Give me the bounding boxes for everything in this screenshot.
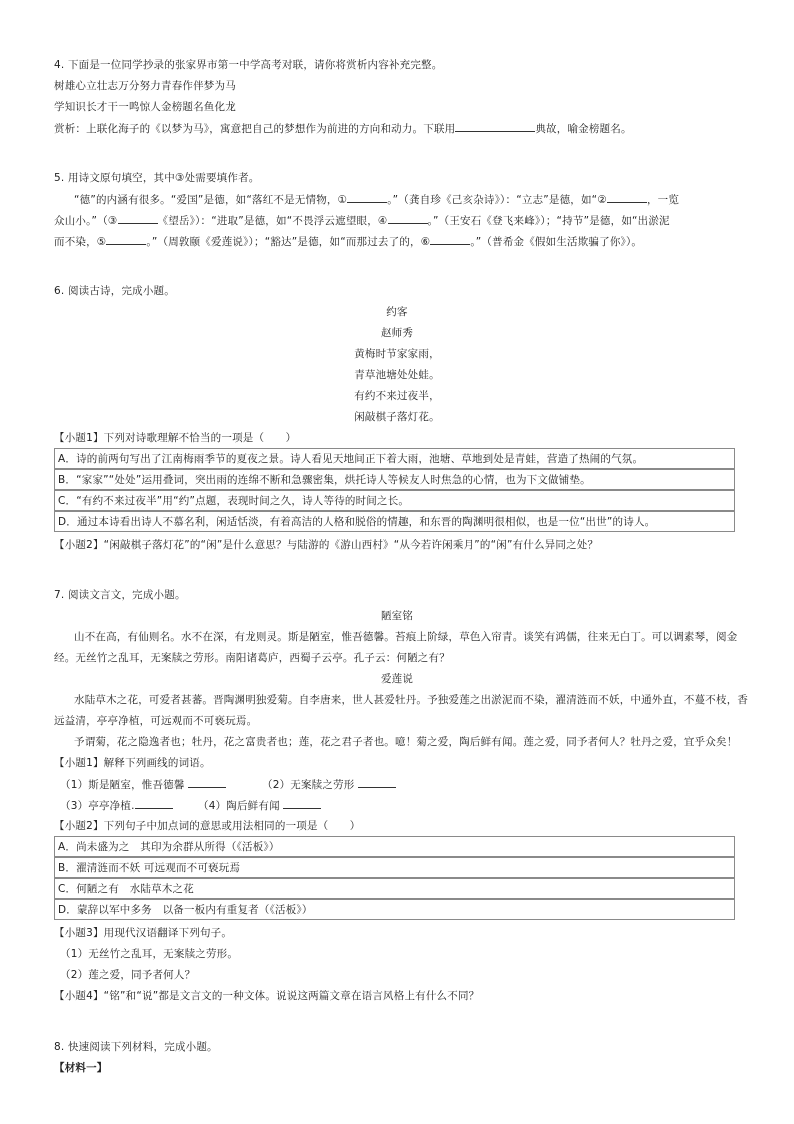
q5-text: 。”（周敦颐《爱莲说》）；“豁达”是德，如“而那过去了的，⑥: [146, 236, 431, 248]
q7-sub4: 【小题4】“铭”和“说”都是文言文的一种文体。说说这两篇文章在语言风格上有什么不同？: [54, 990, 480, 1002]
q4-answer-blank[interactable]: [455, 121, 535, 132]
q5-text: ，一览: [646, 194, 680, 206]
q7-sub2: 【小题2】下列句子中加点词的意思或用法相同的一项是（ ）: [54, 820, 361, 832]
q6-option-d[interactable]: [54, 511, 735, 532]
option-text: A．诗的前两句写出了江南梅雨季节的夏夜之景。诗人看见天地间正下着大雨，池塘、草地到处是青蛙，营造了热闹的气氛。: [58, 453, 644, 465]
q5-blank-6[interactable]: [430, 234, 470, 245]
q7-prompt: 7. 阅读文言文，完成小题。: [54, 589, 186, 601]
q6-poem-line: 闲敲棋子落灯花。: [354, 411, 440, 423]
q4-appreciation-before: 赏析：上联化海子的《以梦为马》，寓意把自己的梦想作为前进的方向和动力。下联用: [54, 123, 456, 135]
q6-sub1: 【小题1】下列对诗歌理解不恰当的一项是（ ）: [54, 432, 297, 444]
q6-poem-line: 黄梅时节家家雨，: [354, 348, 440, 360]
q7-option-a[interactable]: [54, 836, 735, 857]
option-text: B．濯清涟而不妖 可远观而不可亵玩焉: [58, 862, 241, 874]
option-text: D．通过本诗看出诗人不慕名利，闲适恬淡，有着高洁的人格和脱俗的情趣，和东晋的陶渊明很相似，也是一位“出世”的诗人。: [58, 516, 656, 528]
q6-option-a[interactable]: [54, 448, 735, 469]
q8-material-label: 【材料一】: [54, 1062, 108, 1074]
q5-text: 《望岳》）：“进取”是德，如“不畏浮云遮望眼，④: [157, 215, 388, 227]
q7-p3-line1: 予谓菊，花之隐逸者也；牡丹，花之富贵者也；莲，花之君子者也。噫！菊之爱，陶后鲜有闻。莲之爱，同予者何人？牡丹之爱，宜乎众矣！: [74, 736, 738, 748]
q7-p2-line1: 水陆草木之花，可爱者甚蕃。晋陶渊明独爱菊。自李唐来，世人甚爱牡丹。予独爱莲之出淤泥而不染，濯清涟而不妖，中通外直，不蔓不枝，香: [74, 694, 749, 706]
q7-word-1: [60, 777, 226, 792]
q5-line2: [54, 213, 670, 228]
q6-poem-line: 青草池塘处处蛙。: [354, 369, 440, 381]
q5-blank-5[interactable]: [106, 234, 146, 245]
q4-couplet-line2: 学知识长才干一鸣惊人金榜题名鱼化龙: [54, 101, 236, 113]
q8-prompt: 8. 快速阅读下列材料，完成小题。: [54, 1041, 218, 1053]
option-text: A．尚未盛为之 其印为余群从所得（《活板》）: [58, 841, 280, 853]
word-text: （2）无案牍之劳形: [262, 779, 355, 791]
word-text: （1）斯是陋室，惟吾德馨: [60, 779, 185, 791]
q4-appreciation-after: 典故，喻金榜题名。: [535, 123, 632, 135]
q4-prompt: 4. 下面是一位同学抄录的张家界市第一中学高考对联，请你将赏析内容补充完整。: [54, 59, 443, 71]
word-text: （4）陶后鲜有闻: [198, 800, 280, 812]
q7-translate-1: （1）无丝竹之乱耳，无案牍之劳形。: [60, 948, 239, 960]
q4-appreciation: [54, 121, 632, 136]
q7-word-2: [262, 777, 396, 792]
option-text: C．“有约不来过夜半”用“约”点题，表现时间之久，诗人等待的时间之长。: [58, 495, 410, 507]
q6-sub2: 【小题2】“闲敲棋子落灯花”的“闲”是什么意思？与陆游的《游山西村》“从今若许闲乘月”的“闲”有什么异同之处？: [54, 539, 599, 551]
q5-text: 而不染，⑤: [54, 236, 107, 248]
q7-title2: 爱莲说: [380, 673, 414, 685]
q4-couplet-line1: 树雄心立壮志万分努力青春作伴梦为马: [54, 80, 236, 92]
q7-sub3: 【小题3】用现代汉语翻译下列句子。: [54, 927, 233, 939]
q7-blank-1[interactable]: [188, 777, 226, 788]
q5-blank-1[interactable]: [347, 192, 387, 203]
q7-option-d[interactable]: [54, 899, 735, 920]
word-text: （3）亭亭净植.: [60, 800, 135, 812]
q6-prompt: 6. 阅读古诗，完成小题。: [54, 285, 175, 297]
q6-option-c[interactable]: [54, 490, 735, 511]
q6-poem-line: 有约不来过夜半，: [354, 390, 440, 402]
q5-blank-3[interactable]: [118, 213, 158, 224]
q7-sub1: 【小题1】解释下列画线的词语。: [54, 757, 211, 769]
option-text: D．蒙辞以军中多务 以备一板内有重复者（《活板》）: [58, 904, 313, 916]
q5-line1: [74, 192, 679, 207]
q7-blank-4[interactable]: [283, 798, 321, 809]
option-text: B．“家家”“处处”运用叠词，突出雨的连绵不断和急骤密集，烘托诗人等候友人时焦急的心情，也为下文做铺垫。: [58, 474, 591, 486]
q7-p2-line2: 远益清，亭亭净植，可远观而不可亵玩焉。: [54, 715, 258, 727]
q7-word-3: [60, 798, 173, 813]
q5-text: 众山小。”（③: [54, 215, 118, 227]
q7-option-b[interactable]: [54, 857, 735, 878]
q5-text: 。”（龚自珍《己亥杂诗》）：“立志”是德，如“②: [387, 194, 607, 206]
q7-word-4: [198, 798, 321, 813]
q5-prompt: 5. 用诗文原句填空，其中③处需要填作者。: [54, 172, 260, 184]
option-text: C．何陋之有 水陆草木之花: [58, 883, 194, 895]
q7-blank-2[interactable]: [358, 777, 396, 788]
q5-text: 。”（王安石《登飞来峰》）；“持节”是德，如“出淤泥: [427, 215, 670, 227]
q7-translate-2: （2）莲之爱，同予者何人？: [60, 969, 196, 981]
q6-option-b[interactable]: [54, 469, 735, 490]
q5-line3: [54, 234, 642, 249]
q6-poem-author: 赵师秀: [380, 327, 414, 339]
q7-p1-line1: 山不在高，有仙则名。水不在深，有龙则灵。斯是陋室，惟吾德馨。苔痕上阶绿，草色入帘青。谈笑有鸿儒，往来无白丁。可以调素琴，阅金: [74, 631, 738, 643]
q5-blank-2[interactable]: [607, 192, 647, 203]
q5-text: “德”的内涵有很多。“爱国”是德，如“落红不是无情物，①: [74, 194, 348, 206]
q5-text: 。”（普希金《假如生活欺骗了你》）。: [470, 236, 643, 248]
q7-title1: 陋室铭: [380, 610, 414, 622]
q7-blank-3[interactable]: [135, 798, 173, 809]
q7-p1-line2: 经。无丝竹之乱耳，无案牍之劳形。南阳诸葛庐，西蜀子云亭。孔子云：何陋之有？: [54, 652, 450, 664]
q7-option-c[interactable]: [54, 878, 735, 899]
q5-blank-4[interactable]: [388, 213, 428, 224]
q6-poem-title: 约客: [386, 306, 408, 318]
